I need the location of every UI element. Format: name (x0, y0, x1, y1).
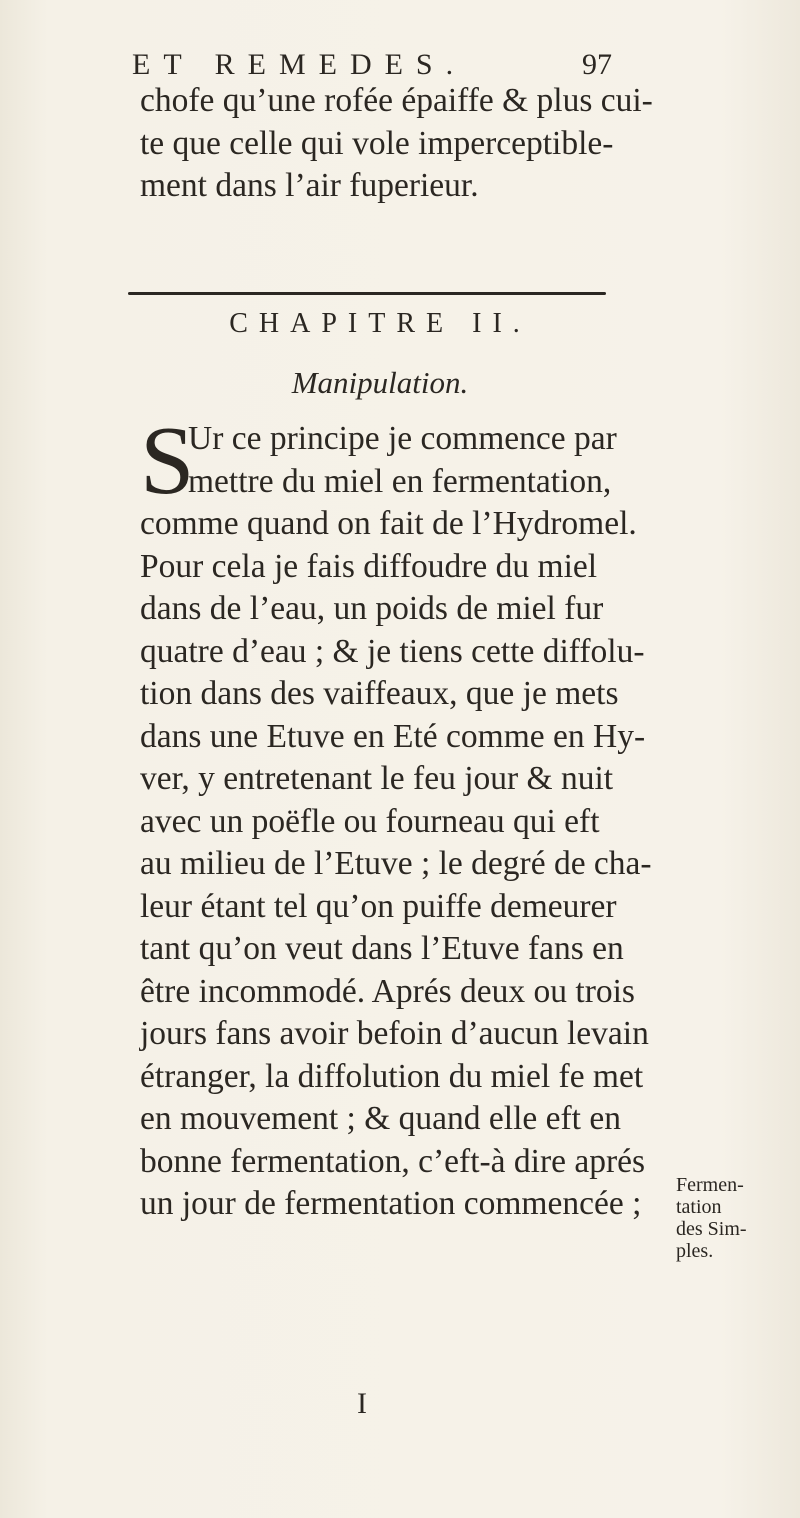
text-line: bonne fermentation, c’eft-à dire aprés (140, 1142, 646, 1180)
text-line: chofe qu’une rofée épaiffe & plus cui- (140, 82, 653, 119)
chapter-subtitle: Manipulation. (291, 365, 469, 400)
marginal-line: tation (676, 1196, 722, 1218)
text-line: mettre du miel en fermentation, (188, 462, 612, 500)
text-line: ver, y entretenant le feu jour & nuit (140, 760, 614, 797)
marginal-line: des Sim- (676, 1218, 747, 1240)
text-line: jours fans avoir befoin d’aucun levain (140, 1015, 649, 1052)
marginal-note (676, 1174, 796, 1262)
running-title: ET REMEDES. (132, 48, 467, 81)
text-line: tant qu’on veut dans l’Etuve fans en (140, 930, 624, 967)
text-line: dans de l’eau, un poids de miel fur (140, 590, 604, 627)
chapter-divider (128, 292, 606, 295)
signature-mark: I (357, 1387, 367, 1420)
marginal-line: ples. (676, 1240, 714, 1262)
chapter-heading: CHAPITRE II. (229, 308, 531, 339)
paragraph-body (140, 503, 652, 1226)
paragraph-opening (188, 418, 617, 503)
text-line: te que celle qui vole imperceptible- (140, 124, 614, 162)
carryover-text (140, 80, 653, 208)
text-line: un jour de fermentation commencée ; (140, 1185, 642, 1222)
page-number: 97 (582, 48, 612, 81)
marginal-line: Fermen- (676, 1174, 744, 1196)
text-line: au milieu de l’Etuve ; le degré de cha- (140, 845, 652, 882)
text-line: avec un poëfle ou fourneau qui eft (140, 802, 600, 840)
text-line: quatre d’eau ; & je tiens cette diffolu- (140, 632, 645, 670)
text-line: comme quand on fait de l’Hydromel. (140, 505, 637, 542)
text-line: ment dans l’air fuperieur. (140, 167, 479, 204)
text-line: en mouvement ; & quand elle eft en (140, 1100, 621, 1137)
text-line: Pour cela je fais diffoudre du miel (140, 547, 598, 585)
text-line: Ur ce principe je commence par (188, 420, 617, 457)
text-line: être incommodé. Aprés deux ou trois (140, 972, 635, 1010)
text-line: dans une Etuve en Eté comme en Hy- (140, 717, 646, 755)
text-line: tion dans des vaiffeaux, que je mets (140, 675, 619, 712)
text-line: leur étant tel qu’on puiffe demeurer (140, 887, 617, 925)
text-line: étranger, la diffolution du miel fe met (140, 1057, 644, 1095)
drop-cap: S (140, 407, 195, 515)
